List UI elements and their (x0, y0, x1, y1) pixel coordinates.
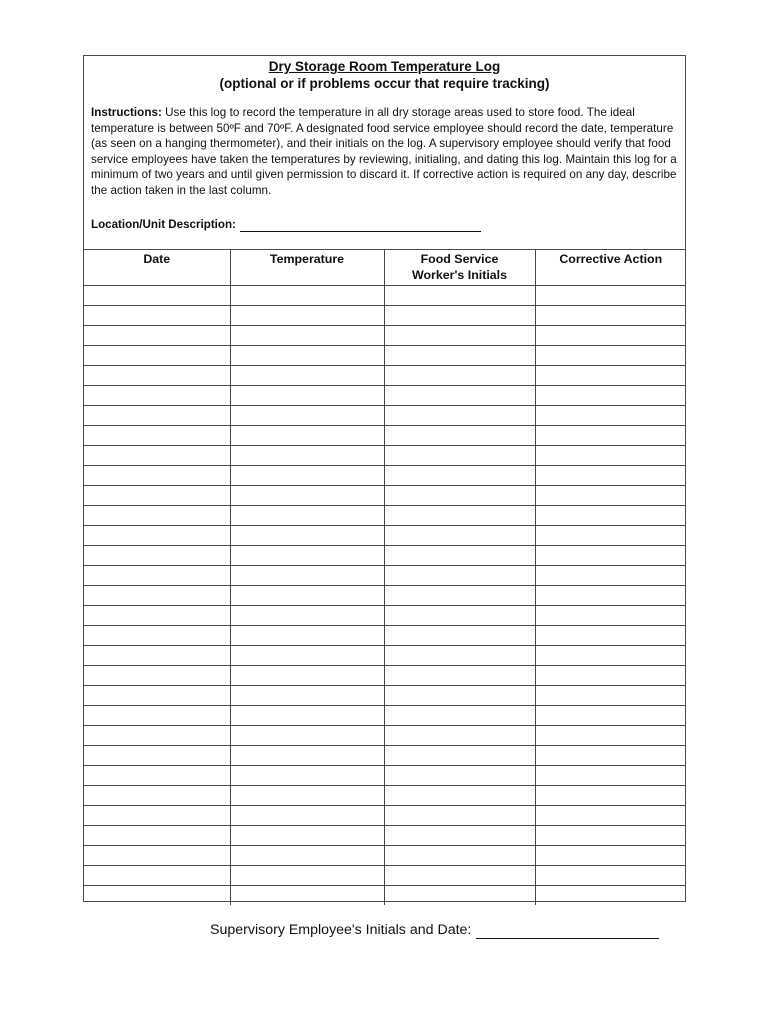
temperature-cell[interactable] (230, 486, 384, 506)
date-cell[interactable] (84, 526, 230, 546)
table-row (84, 886, 686, 906)
corrective-action-cell[interactable] (535, 846, 686, 866)
corrective-action-cell[interactable] (535, 646, 686, 666)
temperature-cell[interactable] (230, 526, 384, 546)
date-cell[interactable] (84, 786, 230, 806)
table-row (84, 626, 686, 646)
corrective-action-cell[interactable] (535, 346, 686, 366)
temperature-cell[interactable] (230, 406, 384, 426)
corrective-action-cell[interactable] (535, 366, 686, 386)
instructions-text: Use this log to record the temperature in all dry storage areas used to store food. The ideal temperature is between 50ºF and 70ºF. A designated food service employee should record the date, temperature (as seen on a hanging thermometer), and their initials on the log. A supervisory employee should verify that food service employees have taken the temperatures by reviewing, initialing, and dating this log. Maintain this log for a minimum of two years and until given permission to discard it. If corrective action is required on any day, describe the action taken in the last column. (91, 106, 677, 197)
date-cell[interactable] (84, 446, 230, 466)
initials-cell[interactable] (384, 446, 535, 466)
corrective-action-cell[interactable] (535, 466, 686, 486)
log-header (84, 56, 685, 249)
table-row (84, 746, 686, 766)
temperature-cell[interactable] (230, 786, 384, 806)
temperature-cell[interactable] (230, 546, 384, 566)
temperature-cell[interactable] (230, 606, 384, 626)
initials-cell[interactable] (384, 586, 535, 606)
initials-cell[interactable] (384, 466, 535, 486)
initials-cell[interactable] (384, 666, 535, 686)
table-row (84, 606, 686, 626)
temperature-cell[interactable] (230, 806, 384, 826)
table-row (84, 586, 686, 606)
corrective-action-cell[interactable] (535, 546, 686, 566)
date-cell[interactable] (84, 626, 230, 646)
date-cell[interactable] (84, 326, 230, 346)
initials-cell[interactable] (384, 726, 535, 746)
supervisor-label: Supervisory Employee's Initials and Date: (210, 922, 472, 938)
table-row (84, 806, 686, 826)
header-corrective-action: Corrective Action (535, 250, 686, 286)
corrective-action-cell[interactable] (535, 826, 686, 846)
table-row (84, 306, 686, 326)
corrective-action-cell[interactable] (535, 446, 686, 466)
initials-cell[interactable] (384, 886, 535, 906)
date-cell[interactable] (84, 466, 230, 486)
initials-cell[interactable] (384, 626, 535, 646)
initials-cell[interactable] (384, 406, 535, 426)
corrective-action-cell[interactable] (535, 326, 686, 346)
initials-cell[interactable] (384, 346, 535, 366)
temperature-cell[interactable] (230, 446, 384, 466)
temperature-cell[interactable] (230, 766, 384, 786)
initials-cell[interactable] (384, 526, 535, 546)
date-cell[interactable] (84, 826, 230, 846)
table-row (84, 406, 686, 426)
table-row (84, 706, 686, 726)
date-cell[interactable] (84, 486, 230, 506)
temperature-cell[interactable] (230, 466, 384, 486)
temperature-cell[interactable] (230, 326, 384, 346)
supervisor-blank-line[interactable] (476, 924, 659, 939)
table-row (84, 766, 686, 786)
corrective-action-cell[interactable] (535, 766, 686, 786)
corrective-action-cell[interactable] (535, 286, 686, 306)
date-cell[interactable] (84, 886, 230, 906)
date-cell[interactable] (84, 386, 230, 406)
log-title: Dry Storage Room Temperature Log (268, 59, 501, 74)
temperature-cell[interactable] (230, 426, 384, 446)
corrective-action-cell[interactable] (535, 786, 686, 806)
temperature-cell[interactable] (230, 746, 384, 766)
corrective-action-cell[interactable] (535, 886, 686, 906)
corrective-action-cell[interactable] (535, 626, 686, 646)
corrective-action-cell[interactable] (535, 586, 686, 606)
initials-cell[interactable] (384, 606, 535, 626)
corrective-action-cell[interactable] (535, 606, 686, 626)
location-label: Location/Unit Description: (91, 218, 236, 231)
temperature-cell[interactable] (230, 286, 384, 306)
table-row (84, 866, 686, 886)
location-blank-line[interactable] (240, 219, 481, 232)
date-cell[interactable] (84, 706, 230, 726)
corrective-action-cell[interactable] (535, 406, 686, 426)
table-row (84, 506, 686, 526)
table-row (84, 826, 686, 846)
initials-cell[interactable] (384, 546, 535, 566)
table-row (84, 366, 686, 386)
table-row (84, 686, 686, 706)
temperature-cell[interactable] (230, 586, 384, 606)
instructions-label: Instructions: (91, 106, 162, 119)
temperature-cell[interactable] (230, 366, 384, 386)
date-cell[interactable] (84, 306, 230, 326)
date-cell[interactable] (84, 286, 230, 306)
table-row (84, 566, 686, 586)
temperature-cell[interactable] (230, 726, 384, 746)
date-cell[interactable] (84, 666, 230, 686)
temperature-cell[interactable] (230, 886, 384, 906)
temperature-cell[interactable] (230, 846, 384, 866)
corrective-action-cell[interactable] (535, 426, 686, 446)
initials-cell[interactable] (384, 326, 535, 346)
initials-cell[interactable] (384, 286, 535, 306)
initials-cell[interactable] (384, 806, 535, 826)
initials-cell[interactable] (384, 846, 535, 866)
temperature-cell[interactable] (230, 386, 384, 406)
initials-cell[interactable] (384, 786, 535, 806)
log-subtitle: (optional or if problems occur that require tracking) (219, 76, 550, 91)
initials-cell[interactable] (384, 506, 535, 526)
date-cell[interactable] (84, 346, 230, 366)
table-row (84, 486, 686, 506)
table-header-row (84, 250, 686, 286)
initials-cell[interactable] (384, 426, 535, 446)
date-cell[interactable] (84, 846, 230, 866)
table-row (84, 466, 686, 486)
temperature-cell[interactable] (230, 306, 384, 326)
header-initials-text: Food Service Worker's Initials (412, 252, 507, 282)
temperature-cell[interactable] (230, 866, 384, 886)
initials-cell[interactable] (384, 486, 535, 506)
table-row (84, 666, 686, 686)
log-table-body (84, 286, 686, 906)
corrective-action-cell[interactable] (535, 306, 686, 326)
date-cell[interactable] (84, 546, 230, 566)
table-row (84, 726, 686, 746)
date-cell[interactable] (84, 866, 230, 886)
header-initials (384, 250, 535, 286)
location-field (91, 217, 481, 232)
date-cell[interactable] (84, 606, 230, 626)
corrective-action-cell[interactable] (535, 506, 686, 526)
table-row (84, 526, 686, 546)
supervisor-signoff (210, 921, 659, 939)
corrective-action-cell[interactable] (535, 806, 686, 826)
initials-cell[interactable] (384, 826, 535, 846)
date-cell[interactable] (84, 646, 230, 666)
temperature-cell[interactable] (230, 506, 384, 526)
temperature-cell[interactable] (230, 646, 384, 666)
initials-cell[interactable] (384, 706, 535, 726)
corrective-action-cell[interactable] (535, 566, 686, 586)
corrective-action-cell[interactable] (535, 746, 686, 766)
table-row (84, 426, 686, 446)
table-row (84, 546, 686, 566)
date-cell[interactable] (84, 566, 230, 586)
date-cell[interactable] (84, 726, 230, 746)
date-cell[interactable] (84, 406, 230, 426)
temperature-cell[interactable] (230, 626, 384, 646)
temperature-log-form (83, 55, 686, 902)
table-row (84, 286, 686, 306)
temperature-cell[interactable] (230, 666, 384, 686)
log-table (84, 249, 686, 905)
table-row (84, 326, 686, 346)
table-row (84, 386, 686, 406)
date-cell[interactable] (84, 806, 230, 826)
table-row (84, 446, 686, 466)
corrective-action-cell[interactable] (535, 386, 686, 406)
initials-cell[interactable] (384, 386, 535, 406)
date-cell[interactable] (84, 746, 230, 766)
temperature-cell[interactable] (230, 826, 384, 846)
table-row (84, 346, 686, 366)
initials-cell[interactable] (384, 746, 535, 766)
date-cell[interactable] (84, 366, 230, 386)
corrective-action-cell[interactable] (535, 526, 686, 546)
corrective-action-cell[interactable] (535, 706, 686, 726)
initials-cell[interactable] (384, 366, 535, 386)
corrective-action-cell[interactable] (535, 726, 686, 746)
initials-cell[interactable] (384, 766, 535, 786)
table-row (84, 646, 686, 666)
temperature-cell[interactable] (230, 686, 384, 706)
date-cell[interactable] (84, 426, 230, 446)
instructions-paragraph (91, 105, 678, 199)
initials-cell[interactable] (384, 646, 535, 666)
corrective-action-cell[interactable] (535, 866, 686, 886)
table-row (84, 846, 686, 866)
date-cell[interactable] (84, 586, 230, 606)
date-cell[interactable] (84, 686, 230, 706)
corrective-action-cell[interactable] (535, 486, 686, 506)
initials-cell[interactable] (384, 306, 535, 326)
temperature-cell[interactable] (230, 706, 384, 726)
initials-cell[interactable] (384, 866, 535, 886)
header-temperature: Temperature (230, 250, 384, 286)
date-cell[interactable] (84, 766, 230, 786)
initials-cell[interactable] (384, 566, 535, 586)
header-date: Date (84, 250, 230, 286)
temperature-cell[interactable] (230, 346, 384, 366)
corrective-action-cell[interactable] (535, 686, 686, 706)
table-row (84, 786, 686, 806)
corrective-action-cell[interactable] (535, 666, 686, 686)
initials-cell[interactable] (384, 686, 535, 706)
date-cell[interactable] (84, 506, 230, 526)
temperature-cell[interactable] (230, 566, 384, 586)
